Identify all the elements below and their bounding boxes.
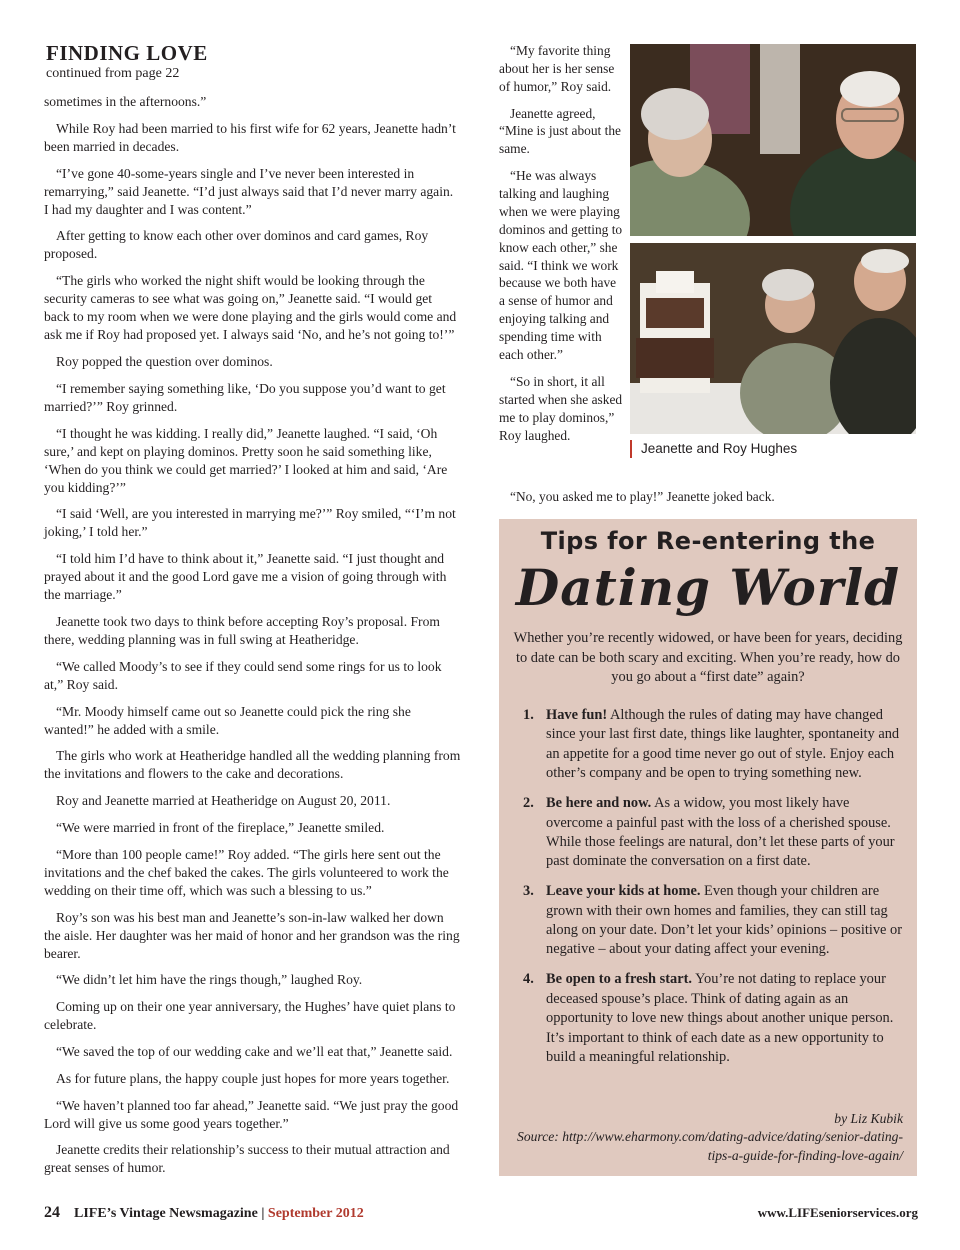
tip-item: [519, 882, 905, 960]
paragraph: “I thought he was kidding. I really did,” Jeanette laughed. “I said, ‘Oh sure,’ and kept on playing dominos. Pretty soon he said something like, ‘When do you think we could get married?’ I looked at him and said, ‘Are you kidding?’”: [44, 425, 448, 495]
paragraph: “We didn’t let him have the rings though,” laughed Roy.: [56, 972, 363, 988]
paragraph: Coming up on their one year anniversary, the Hughes’ have quiet plans to celebrate.: [44, 999, 456, 1033]
photo-caption: Jeanette and Roy Hughes: [630, 440, 797, 458]
paragraph: The girls who work at Heatheridge handled all the wedding planning from the invitations and flowers to the cake and decorations.: [44, 748, 461, 782]
tips-list: [519, 706, 905, 1078]
paragraph: Roy and Jeanette married at Heatheridge on August 20, 2011.: [56, 793, 391, 809]
tip-lead: Leave your kids at home.: [546, 883, 701, 900]
tip-text: Even though your children are grown with their own homes and families, they can still tag along on your date. Don’t let your kids’ opinions – positive or negative – about your dating affect your evening.: [546, 883, 902, 958]
paragraph: Jeanette took two days to think before accepting Roy’s proposal. From there, wedding planning was in full swing at Heatheridge.: [44, 613, 440, 647]
paragraph: After getting to know each other over dominos and card games, Roy proposed.: [44, 228, 429, 262]
article-header: [46, 40, 208, 82]
couple-photo-top-image: [630, 44, 916, 236]
paragraph: “We saved the top of our wedding cake and we’ll eat that,” Jeanette said.: [56, 1043, 453, 1059]
paragraph: Roy popped the question over dominos.: [56, 353, 273, 369]
tip-number: 4.: [523, 971, 534, 988]
paragraph: “We were married in front of the fireplace,” Jeanette smiled.: [56, 819, 385, 835]
footer-left: [44, 1204, 364, 1223]
paragraph: “My favorite thing about her is her sense of humor,” Roy said.: [499, 43, 615, 94]
tip-lead: Be here and now.: [546, 795, 652, 812]
couple-photo-top: [630, 44, 916, 236]
paragraph: “So in short, it all started when she asked me to play dominos,” Roy laughed.: [499, 373, 623, 443]
tip-item: [519, 706, 905, 784]
right-column-text: [499, 42, 623, 453]
tip-text: You’re not dating to replace your deceased spouse’s place. Think of dating again as an opportunity to love new things about another unique person. It’s important to think of each date as a new opportunity to build a meaningful relationship.: [546, 971, 894, 1065]
tip-lead: Have fun!: [546, 707, 608, 723]
paragraph: While Roy had been married to his first wife for 62 years, Jeanette hadn’t been married in decades.: [44, 120, 456, 154]
paragraph: “I remember saying something like, ‘Do you suppose you’d want to get married?’” Roy grinned.: [44, 380, 446, 414]
website-link[interactable]: www.LIFEseniorservices.org: [757, 1205, 918, 1220]
tip-number: 2.: [523, 795, 534, 812]
paragraph: Jeanette agreed, “Mine is just about the same.: [499, 105, 621, 157]
paragraph: “More than 100 people came!” Roy added. “The girls here sent out the invitations and the chef baked the cakes. The girls volunteered to work the wedding on their time off, which was such a blessing to us.”: [44, 846, 449, 898]
paragraph: “I said ‘Well, are you interested in marrying me?’” Roy smiled, “‘I’m not joking,’ I told her.”: [44, 506, 456, 540]
source-link[interactable]: Source: http://www.eharmony.com/dating-advice/dating/senior-dating-tips-a-guide-for-finding-love-again/: [517, 1129, 903, 1163]
tip-number: 3.: [523, 883, 534, 900]
publication-name: LIFE’s Vintage Newsmagazine: [74, 1206, 258, 1221]
left-column-text: [44, 93, 461, 1186]
tip-text: As a widow, you most likely have overcome a painful past with the loss of a cherished spouse. While those feelings are natural, don’t let these parts of your past dominate the conversation on a first date.: [546, 795, 895, 870]
paragraph: “We called Moody’s to see if they could send some rings for us to look at,” Roy said.: [44, 658, 442, 692]
tip-number: 1.: [523, 707, 534, 723]
article-title: FINDING LOVE: [46, 41, 208, 65]
footer-separator: |: [257, 1206, 268, 1221]
tip-item: [519, 970, 905, 1067]
paragraph: “I’ve gone 40-some-years single and I’ve never been interested in remarrying,” said Jeanette. “I’d just always said that I’d never marry again. I had my daughter and I was content.”: [44, 165, 454, 217]
tips-title: Tips for Re-entering the: [540, 527, 876, 555]
paragraph: “No, you asked me to play!” Jeanette joked back.: [510, 489, 775, 504]
paragraph: Jeanette credits their relationship’s success to their mutual attraction and great senses of humor.: [44, 1142, 450, 1176]
couple-photo-bottom-image: [630, 243, 916, 434]
paragraph: “He was always talking and laughing when we were playing dominos and getting to know each other,” she said. “I think we work because we both have a sense of humor and enjoying talking and spending time with each other.”: [499, 168, 623, 363]
paragraph: “We haven’t planned too far ahead,” Jeanette said. “We just pray the good Lord will give us some good years together.”: [44, 1097, 459, 1131]
paragraph: sometimes in the afternoons.”: [44, 94, 207, 109]
tip-text: Although the rules of dating may have changed since your last first date, things like laughter, spontaneity and an appetite for a good time never go out of style. Enjoy each other’s company and be open to trying something new.: [546, 707, 900, 782]
tips-intro: Whether you’re recently widowed, or have been for years, deciding to date can be both scary and exciting. When you’re ready, how do you go about a “first date” again?: [513, 630, 903, 685]
byline: by Liz Kubik: [834, 1111, 903, 1126]
page-number: 24: [44, 1204, 60, 1221]
tip-item: [519, 794, 905, 872]
tip-lead: Be open to a fresh start.: [546, 971, 693, 988]
paragraph: As for future plans, the happy couple just hopes for more years together.: [56, 1070, 450, 1086]
couple-photo-bottom: [630, 243, 916, 434]
tips-title-script: Dating World: [515, 558, 901, 617]
continued-note: continued from page 22: [46, 66, 180, 81]
paragraph: Roy’s son was his best man and Jeanette’s son-in-law walked her down the aisle. Her daughter was her maid of honor and her grandson was the ring bearer.: [44, 909, 460, 961]
issue-date: September 2012: [267, 1206, 364, 1221]
paragraph: “Mr. Moody himself came out so Jeanette could pick the ring she wanted!” he added with a smile.: [44, 703, 411, 737]
paragraph: “I told him I’d have to think about it,” Jeanette said. “I just thought and prayed about it and the good Lord gave me a vision of going through with the marriage.”: [44, 551, 447, 603]
paragraph: “The girls who worked the night shift would be looking through the security cameras to see what was going on,” Jeanette said. “I would get back to my room when we were done playing and the girls would come and ask me if Roy had proposed yet. I always said ‘No, and he’s not going to!’”: [44, 273, 457, 343]
